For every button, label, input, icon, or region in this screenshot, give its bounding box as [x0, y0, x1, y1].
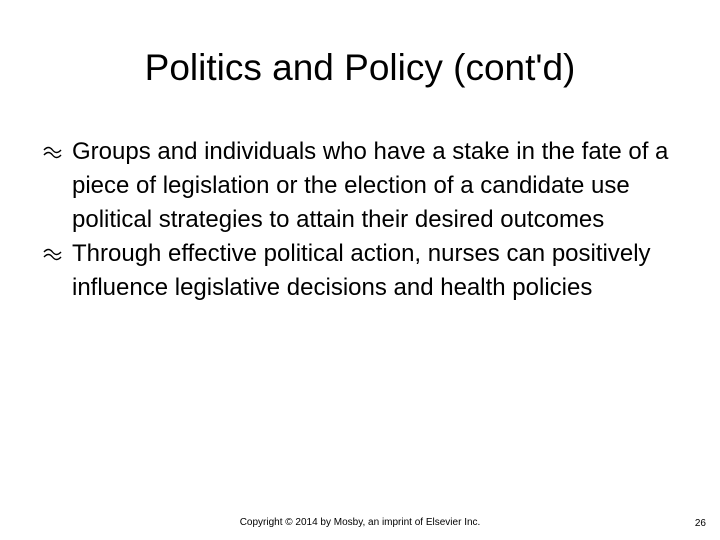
slide-title: Politics and Policy (cont'd) — [144, 47, 576, 88]
page-number: 26 — [694, 518, 706, 529]
bullet-list — [40, 135, 680, 305]
bullet-text: Through effective political action, nurses can positively influence legislative decisions and health policies — [72, 240, 651, 301]
wave-bullet-icon — [43, 144, 62, 160]
bullet-text: Groups and individuals who have a stake in the fate of a piece of legislation or the election of a candidate use political strategies to attain their desired outcomes — [72, 138, 669, 233]
bullet-item — [40, 135, 680, 237]
wave-bullet-icon — [43, 246, 62, 262]
bullet-item — [40, 237, 680, 305]
footer-copyright: Copyright © 2014 by Mosby, an imprint of Elsevier Inc. — [239, 517, 481, 528]
